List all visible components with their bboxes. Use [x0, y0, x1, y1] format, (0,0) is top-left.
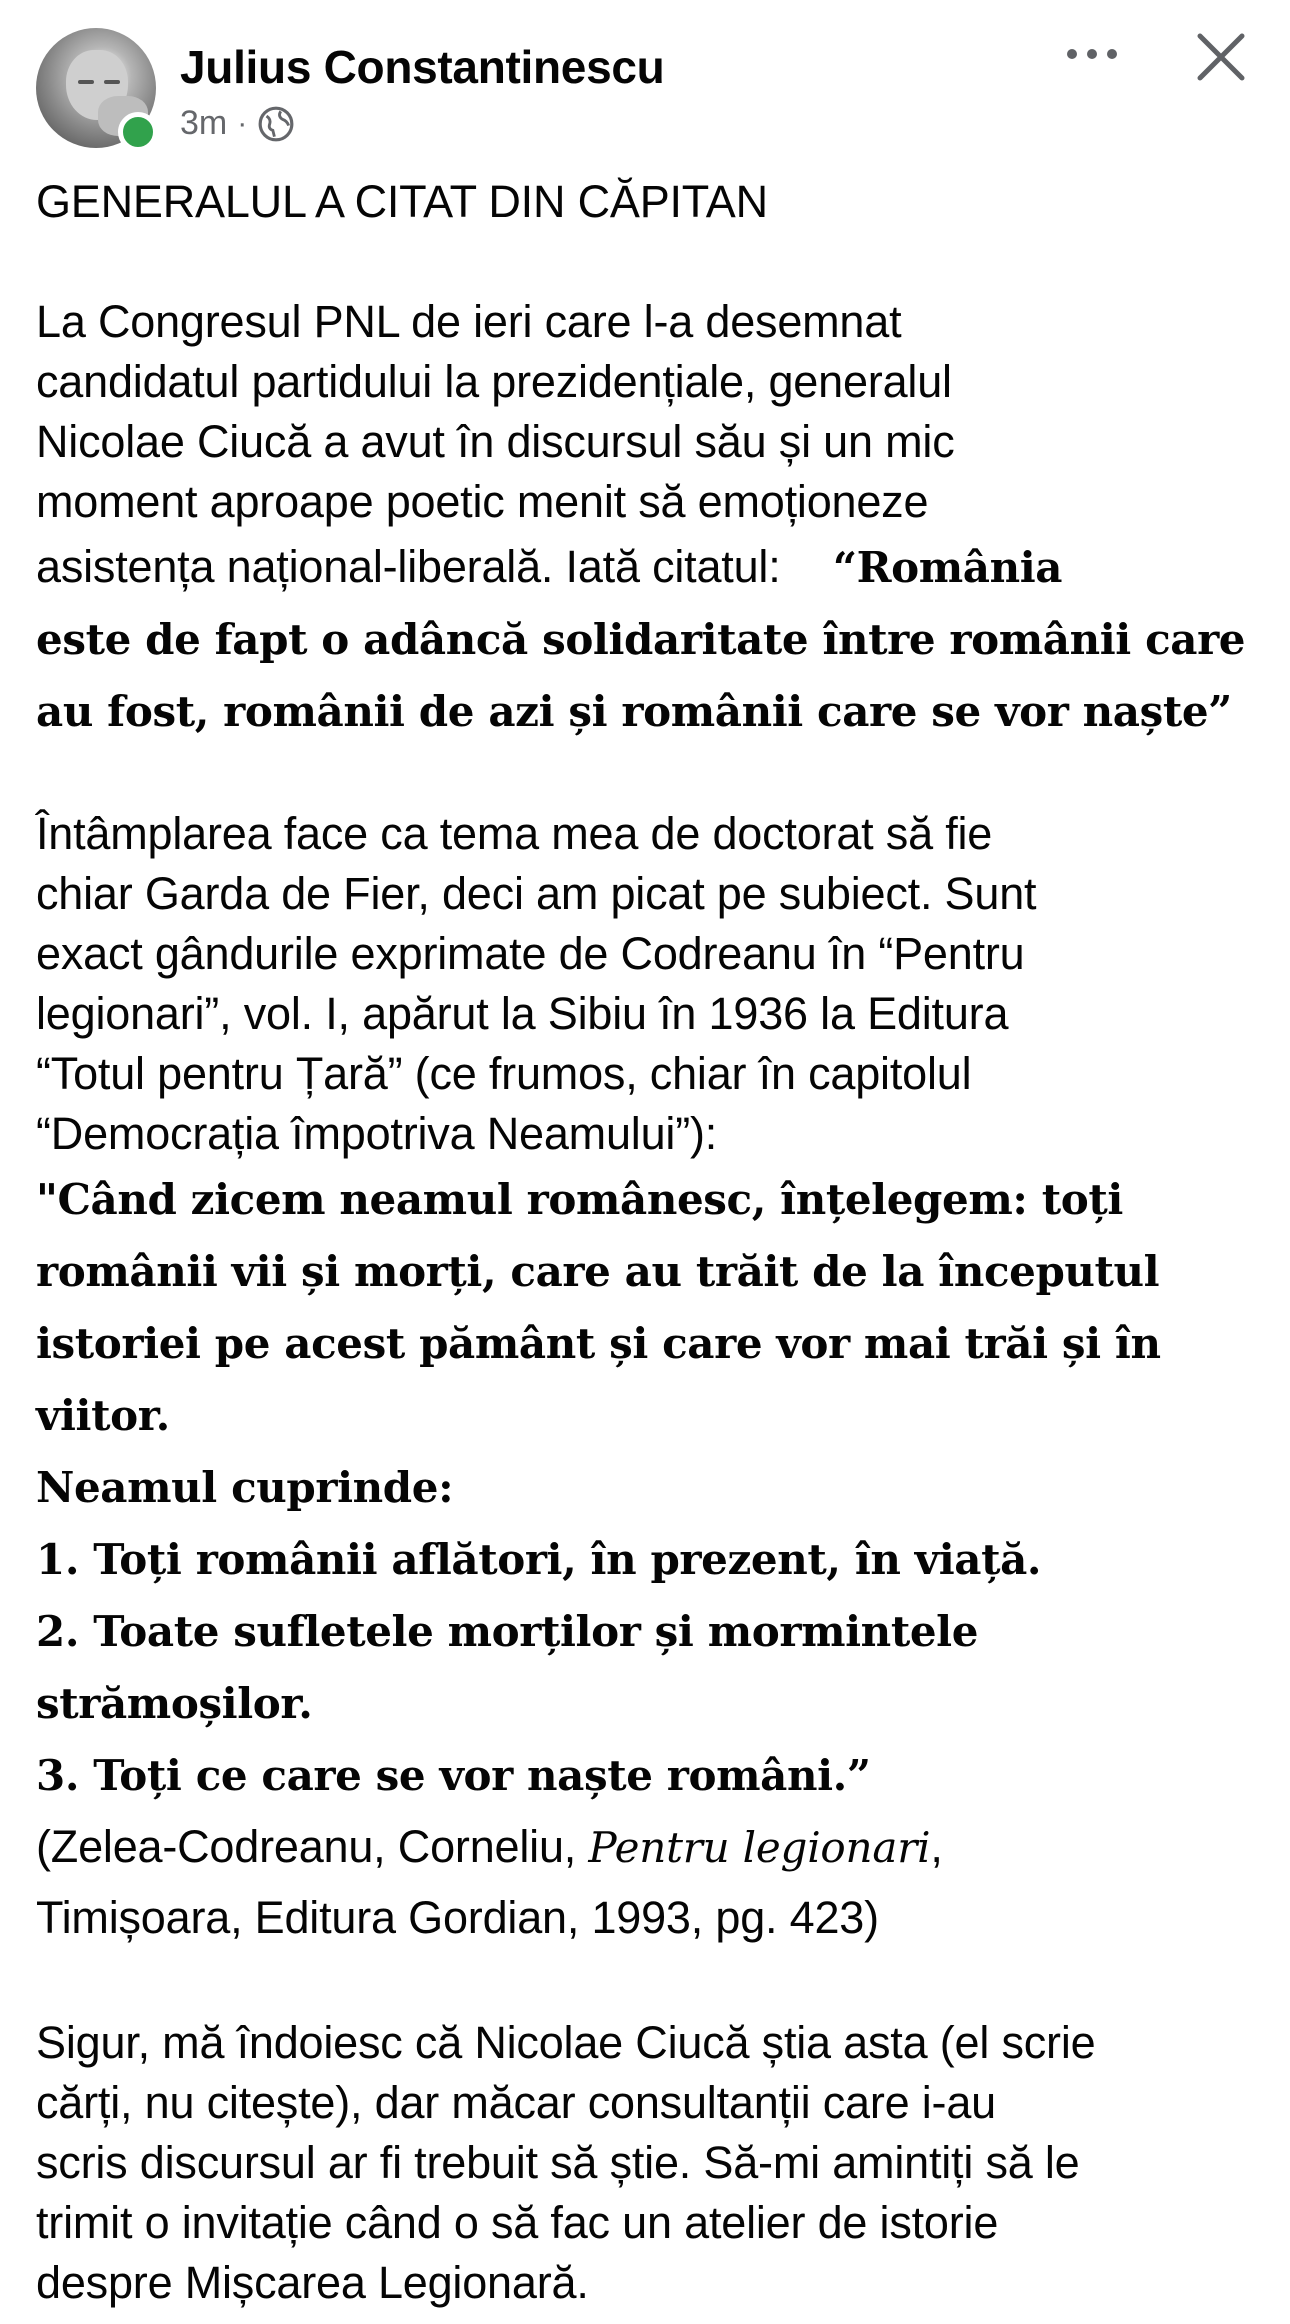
quote-start: “România: [832, 543, 1063, 592]
quote-line: este de fapt o adâncă solidaritate între românii care: [36, 615, 1246, 664]
citation-book: Pentru legionari: [588, 1823, 931, 1872]
paragraph-line: Sigur, mă îndoiesc că Nicolae Ciucă știa asta (el scrie: [36, 2017, 1096, 2068]
paragraph-line: scris discursul ar fi trebuit să știe. Să-mi amintiți să le: [36, 2137, 1080, 2188]
paragraph-line: [36, 532, 1258, 604]
author-name[interactable]: Julius Constantinescu: [180, 41, 665, 93]
meta-separator: ·: [237, 106, 248, 140]
citation: [36, 1812, 1258, 1883]
paragraph-gap: [36, 232, 1258, 292]
citation-prefix: (Zelea-Codreanu, Corneliu,: [36, 1821, 589, 1872]
paragraph-line: Întâmplarea face ca tema mea de doctorat să fie: [36, 808, 993, 859]
paragraph-line: trimit o invitație când o să fac un atelier de istorie: [36, 2197, 999, 2248]
quote-line: Neamul cuprinde:: [36, 1463, 454, 1512]
paragraph-gap: [36, 1953, 1258, 2013]
paragraph-line-text: asistența național-liberală. Iată citatul:: [36, 541, 781, 592]
quote-line: românii vii și morți, care au trăit de la începutul: [36, 1247, 1160, 1296]
quote-list-item: strămoșilor.: [36, 1679, 313, 1728]
quote-list-item: 2. Toate sufletele morților și mormintele: [36, 1607, 979, 1656]
post-title: GENERALUL A CITAT DIN CĂPITAN: [36, 176, 768, 227]
citation-suffix: ,: [930, 1821, 943, 1872]
avatar-eye: [104, 80, 120, 84]
close-icon[interactable]: [1194, 30, 1248, 84]
post-time[interactable]: 3m: [180, 104, 228, 142]
quote-line: "Când zicem neamul românesc, înțelegem: toți: [36, 1175, 1123, 1224]
post-body: [36, 172, 1258, 2313]
paragraph-line: chiar Garda de Fier, deci am picat pe subiect. Sunt: [36, 868, 1037, 919]
paragraph-line: Nicolae Ciucă a avut în discursul său și un mic: [36, 416, 955, 467]
paragraph-line: cărți, nu citește), dar măcar consultanții care i-au: [36, 2077, 997, 2128]
quote-list-item: 3. Toți ce care se vor naște români.”: [36, 1751, 871, 1800]
paragraph-line: moment aproape poetic menit să emoționeze: [36, 476, 929, 527]
paragraph-line: “Totul pentru Țară” (ce frumos, chiar în capitolul: [36, 1048, 972, 1099]
paragraph-line: La Congresul PNL de ieri care l-a desemnat: [36, 296, 902, 347]
online-status-dot: [118, 112, 158, 152]
globe-icon[interactable]: [257, 105, 295, 143]
more-horizontal-icon[interactable]: [1062, 34, 1122, 74]
avatar-eye: [78, 80, 94, 84]
paragraph-line: legionari”, vol. I, apărut la Sibiu în 1936 la Editura: [36, 988, 1009, 1039]
paragraph-line: “Democrația împotriva Neamului”):: [36, 1108, 718, 1159]
paragraph-line: candidatul partidului la prezidențiale, generalul: [36, 356, 952, 407]
paragraph-gap: [36, 748, 1258, 804]
quote-line: istoriei pe acest pământ și care vor mai trăi și în: [36, 1319, 1161, 1368]
paragraph-line: despre Mișcarea Legionară.: [36, 2257, 589, 2308]
post-meta: [180, 104, 295, 143]
quote-list-item: 1. Toți românii aflători, în prezent, în viață.: [36, 1535, 1042, 1584]
citation-line: Timișoara, Editura Gordian, 1993, pg. 423): [36, 1892, 879, 1943]
quote-line: viitor.: [36, 1391, 170, 1440]
paragraph-line: exact gândurile exprimate de Codreanu în “Pentru: [36, 928, 1025, 979]
quote-line: au fost, românii de azi și românii care se vor naște”: [36, 687, 1232, 736]
post-header: [0, 0, 1290, 170]
